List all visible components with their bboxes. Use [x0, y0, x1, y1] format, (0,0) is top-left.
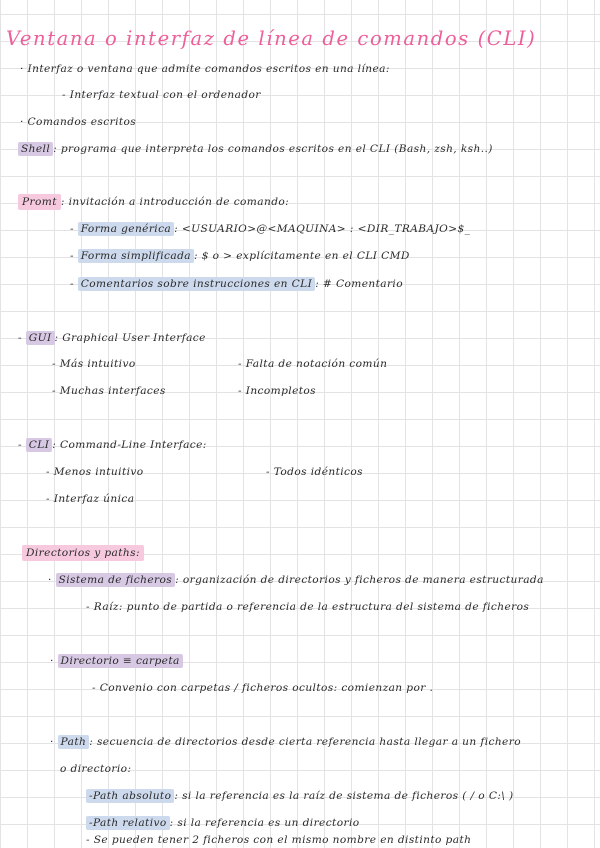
comentarios-line: - Comentarios sobre instrucciones en CLI : # Comentario: [70, 278, 403, 290]
gui-pro-1: - Más intuitivo: [52, 358, 136, 370]
path-label: Path: [58, 735, 90, 749]
path-relativo-label: -Path relativo: [86, 816, 170, 830]
promt-label: Promt: [18, 194, 61, 210]
forma-generica-value: : <USUARIO>@<MAQUINA> : <DIR_TRABAJO>$_: [174, 223, 471, 235]
gui-line: - GUI : Graphical User Interface: [18, 332, 206, 344]
gui-con-1: - Falta de notación común: [238, 358, 388, 370]
path-relativo-description: : si la referencia es un directorio: [169, 817, 360, 829]
gui-pro-2: - Muchas interfaces: [52, 385, 166, 397]
cli-item-3: - Todos idénticos: [266, 466, 363, 478]
shell-line: [18, 142, 493, 156]
cli-label: CLI: [26, 438, 53, 452]
sistema-line: · Sistema de ficheros : organización de directorios y ficheros de manera estructurada: [48, 574, 544, 586]
page-title: Ventana o interfaz de línea de comandos (CLI): [6, 27, 537, 50]
raiz-line: - Raíz: punto de partida o referencia de la estructura del sistema de ficheros: [86, 601, 530, 613]
promt-line: [18, 195, 289, 209]
path-absoluto-line: [86, 789, 514, 803]
cli-definition-detail: - Interfaz textual con el ordenador: [62, 89, 261, 101]
comentarios-value: : # Comentario: [315, 278, 403, 290]
directorio-line: · Directorio ≡ carpeta: [50, 654, 183, 668]
sistema-description: : organización de directorios y ficheros de manera estructurada: [175, 574, 544, 586]
sistema-label: Sistema de ficheros: [56, 573, 176, 587]
cli-item-2: - Interfaz única: [46, 493, 135, 505]
written-commands: · Comandos escritos: [20, 116, 137, 128]
path-note: - Se pueden tener 2 ficheros con el mismo nombre en distinto path: [86, 834, 472, 846]
path-description: : secuencia de directorios desde cierta referencia hasta llegar a un fichero: [89, 736, 521, 748]
cli-definition: · Interfaz o ventana que admite comandos escritos en una línea:: [20, 63, 390, 75]
shell-label: Shell: [18, 142, 53, 156]
comentarios-label: Comentarios sobre instrucciones en CLI: [78, 277, 315, 291]
cli-line: - CLI : Command-Line Interface:: [18, 439, 207, 451]
directorios-label: Directorios y paths:: [22, 545, 144, 561]
path-line: · Path : secuencia de directorios desde cierta referencia hasta llegar a un fichero: [50, 736, 521, 748]
promt-description: : invitación a introducción de comando:: [60, 196, 290, 208]
gui-con-2: - Incompletos: [238, 385, 317, 397]
directorios-heading: [22, 546, 144, 560]
path-absoluto-description: : si la referencia es la raíz de sistema de ficheros ( / o C:\ ): [174, 790, 514, 802]
gui-label: GUI: [26, 331, 55, 345]
cli-item-1: - Menos intuitivo: [46, 466, 144, 478]
forma-generica-line: - Forma genérica : <USUARIO>@<MAQUINA> : <DIR_TRABAJO>$_: [70, 223, 471, 235]
directorio-label: Directorio ≡ carpeta: [58, 654, 183, 668]
path-absoluto-label: -Path absoluto: [86, 789, 174, 803]
gui-description: : Graphical User Interface: [54, 332, 206, 344]
forma-simplificada-label: Forma simplificada: [78, 249, 194, 263]
forma-simplificada-line: - Forma simplificada : $ o > explícitamente en el CLI CMD: [70, 250, 410, 262]
shell-description: : programa que interpreta los comandos escritos en el CLI (Bash, zsh, ksh..): [53, 143, 493, 155]
forma-generica-label: Forma genérica: [78, 222, 174, 236]
forma-simplificada-value: : $ o > explícitamente en el CLI CMD: [193, 250, 410, 262]
path-continuation: o directorio:: [60, 763, 132, 775]
convenio-line: - Convenio con carpetas / ficheros ocultos: comienzan por .: [92, 682, 434, 694]
cli-description: : Command-Line Interface:: [52, 439, 207, 451]
path-relativo-line: [86, 816, 360, 830]
